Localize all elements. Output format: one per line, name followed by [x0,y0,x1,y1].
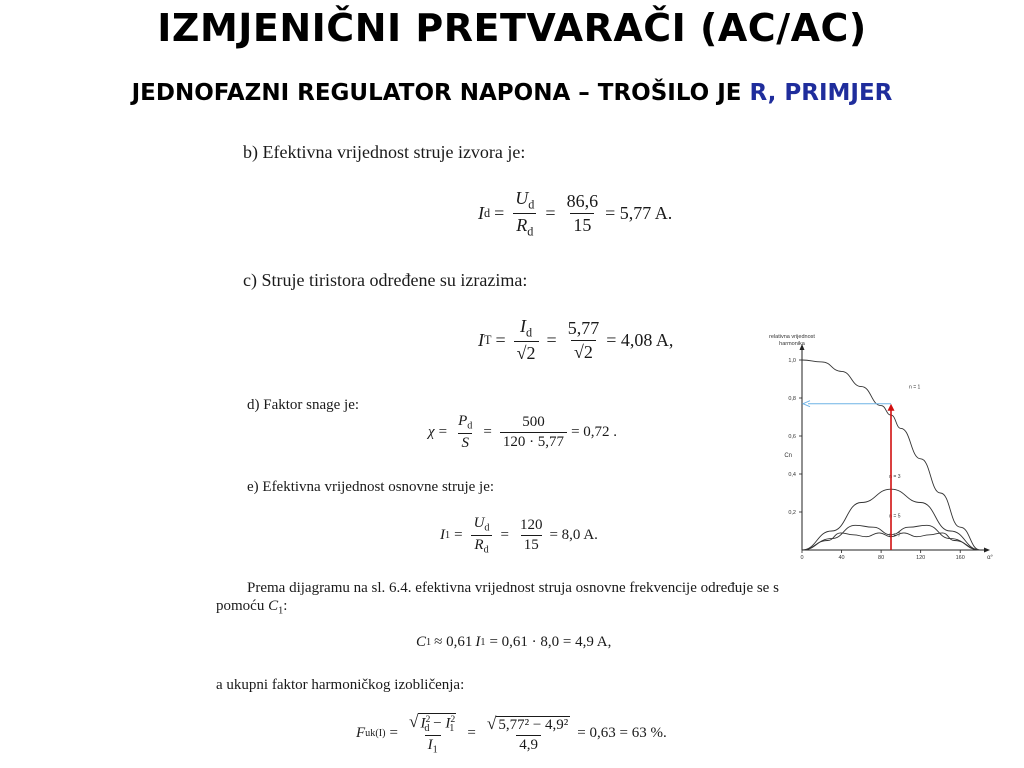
chart-title: relativna vrijednost [769,334,815,340]
paragraph-line2: pomoću $C_1$: [216,598,288,617]
equation-thd: F uk(I) = $\frac{√ I^2_d - I^2_1}{I_1}$ = $\frac{\text{√ 5,77² − 4,9²}}{4,9}$ = 0,63 = 63 %. [356,712,667,756]
eq-b-result: = 5,77 A. [605,203,673,224]
equation-d: χ = $\frac{P_d}{S}$ = $\frac{500}{120 \cdot 5,77}$ = 0,72 . [428,413,618,451]
subtitle-accent: R, PRIMJER [749,80,893,106]
y-tick-label: 1,0 [788,358,796,364]
series-label: n = 7 [889,532,901,539]
page-title: IZMJENIČNI PRETVARAČI (AC/AC) [157,6,867,50]
eq-b-frac1: $\frac{U_d}{R_d}$ [515,188,535,239]
page-subtitle [0,80,1024,106]
eq-b-lhs: I [478,203,484,224]
series-label: n = 5 [889,513,901,520]
x-tick-label: 160 [955,555,965,561]
x-tick-label: 40 [838,555,845,561]
y-tick-label: 0,2 [788,510,796,516]
equation-e: I 1 = $\frac{U_d}{R_d}$ = $\frac{120}{15}$ = 8,0 A. [440,515,598,556]
x-tick-label: 120 [916,555,926,561]
eq-b-lhs-sub: d [484,206,491,221]
y-tick-label: 0,6 [788,434,796,440]
section-d-label: d) Faktor snage je: [247,397,360,413]
harmonics-chart [758,330,993,561]
thd-intro: a ukupni faktor harmoničkog izobličenja: [216,677,465,693]
red-arrow-head [888,404,895,411]
equation-b: I d = $\frac{U_d}{R_d}$ = $\frac{86,6}{15}$ = 5,77 A. [478,188,673,239]
paragraph-line1: Prema dijagramu na sl. 6.4. efektivna vrijednost struja osnovne frekvencije određuje se s [247,580,779,596]
series-label: n = 1 [909,384,921,391]
equation-c: I T = $\frac{I_d}{√2}$ = $\frac{5,77}{√2}$ = 4,08 A, [478,316,674,364]
equation-c1: C 1 ≈ 0,61 I 1 = 0,61 · 8,0 = 4,9 A, [416,634,612,650]
series-label: n = 3 [889,473,901,480]
x-tick-label: 80 [878,555,885,561]
y-axis-label: Cn [784,453,792,459]
section-e-label: e) Efektivna vrijednost osnovne struje je: [247,479,495,495]
section-b-label: b) Efektivna vrijednost struje izvora je: [243,142,526,162]
x-axis-label: α° [987,555,993,561]
eq-c-result: = 4,08 A, [606,329,674,350]
eq-b-frac2: $\frac{86,6}{15}$ [566,191,599,236]
y-tick-label: 0,4 [788,472,796,478]
subtitle-main: JEDNOFAZNI REGULATOR NAPONA – TROŠILO JE [131,80,750,106]
section-c-label: c) Struje tiristora određene su izrazima: [243,270,528,290]
x-axis-arrow [984,548,990,553]
y-tick-label: 0,8 [788,396,796,402]
chart-title-2: harmonika [779,341,805,347]
x-tick-label: 0 [800,555,804,561]
